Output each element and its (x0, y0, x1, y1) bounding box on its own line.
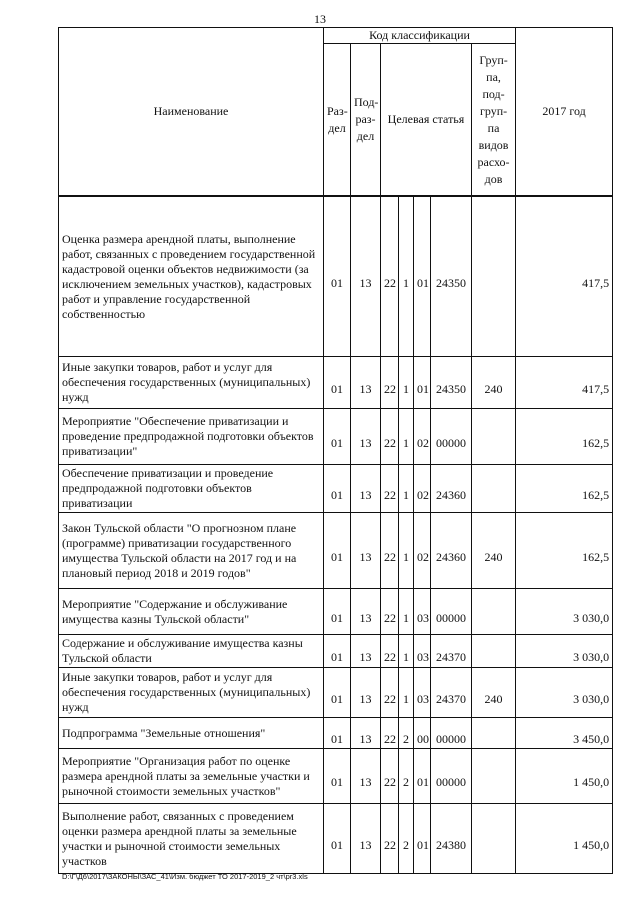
row-expense-group (472, 718, 516, 749)
row-expense-group: 240 (472, 668, 516, 718)
row-amount: 3 450,0 (516, 718, 613, 749)
row-expense-group (472, 804, 516, 874)
row-target-direction: 00000 (431, 718, 472, 749)
row-subsection: 13 (351, 718, 381, 749)
row-name: Закон Тульской области "О прогнозном плане (программе) приватизации государственного имущества Тульской области на 2017 год и на плановый период 2018 и 2019 годов" (59, 513, 324, 589)
row-target-subprogram: 2 (399, 804, 414, 874)
header-expense-group: Груп- па, под- груп- па видов расхо- дов (472, 44, 516, 196)
row-target-subprogram: 1 (399, 589, 414, 635)
table-row (59, 749, 613, 804)
table-row (59, 718, 613, 749)
row-target-direction: 00000 (431, 409, 472, 465)
row-expense-group (472, 465, 516, 513)
row-name: Иные закупки товаров, работ и услуг для обеспечения государственных (муниципальных) нужд (59, 668, 324, 718)
row-target-measure: 03 (414, 635, 431, 668)
table-row (59, 635, 613, 668)
row-target-direction: 24380 (431, 804, 472, 874)
table-row (59, 513, 613, 589)
row-target-measure: 01 (414, 749, 431, 804)
row-target-subprogram: 1 (399, 513, 414, 589)
row-target-direction: 24350 (431, 197, 472, 357)
row-target-measure: 01 (414, 357, 431, 409)
row-target-program: 22 (381, 804, 399, 874)
row-target-program: 22 (381, 465, 399, 513)
row-target-measure: 01 (414, 197, 431, 357)
row-target-direction: 00000 (431, 589, 472, 635)
row-target-program: 22 (381, 357, 399, 409)
row-amount: 417,5 (516, 197, 613, 357)
row-target-direction: 24370 (431, 635, 472, 668)
row-section: 01 (324, 718, 351, 749)
row-target-subprogram: 1 (399, 668, 414, 718)
row-target-program: 22 (381, 409, 399, 465)
row-subsection: 13 (351, 465, 381, 513)
row-section: 01 (324, 749, 351, 804)
table-row (59, 668, 613, 718)
row-target-program: 22 (381, 197, 399, 357)
table-row (59, 465, 613, 513)
row-subsection: 13 (351, 197, 381, 357)
row-section: 01 (324, 465, 351, 513)
footer-file-path: D:\Г\Д6\2017\ЗАКОНЫ\ЗАС_41\Изм. бюджет ТО 2017-2019_2 чт\pr3.xls (62, 872, 308, 881)
header-subsection: Под- раз- дел (351, 44, 381, 196)
row-amount: 3 030,0 (516, 668, 613, 718)
row-section: 01 (324, 668, 351, 718)
row-target-measure: 03 (414, 589, 431, 635)
row-target-direction: 24350 (431, 357, 472, 409)
row-target-measure: 02 (414, 513, 431, 589)
row-section: 01 (324, 409, 351, 465)
row-target-measure: 01 (414, 804, 431, 874)
row-subsection: 13 (351, 513, 381, 589)
row-target-program: 22 (381, 589, 399, 635)
header-code: Код классификации (324, 28, 516, 44)
row-target-measure: 00 (414, 718, 431, 749)
row-amount: 162,5 (516, 465, 613, 513)
row-section: 01 (324, 635, 351, 668)
header-name: Наименование (59, 28, 324, 196)
row-section: 01 (324, 357, 351, 409)
row-expense-group: 240 (472, 357, 516, 409)
header-row-1 (59, 28, 613, 44)
header-year: 2017 год (516, 28, 613, 196)
row-expense-group (472, 749, 516, 804)
row-name: Обеспечение приватизации и проведение предпродажной подготовки объектов приватизации (59, 465, 324, 513)
header-section: Раз- дел (324, 44, 351, 196)
row-target-program: 22 (381, 635, 399, 668)
table-row (59, 804, 613, 874)
row-expense-group (472, 635, 516, 668)
row-section: 01 (324, 804, 351, 874)
row-amount: 3 030,0 (516, 589, 613, 635)
row-target-program: 22 (381, 513, 399, 589)
row-target-subprogram: 1 (399, 357, 414, 409)
table-row (59, 409, 613, 465)
row-subsection: 13 (351, 357, 381, 409)
row-target-measure: 02 (414, 409, 431, 465)
row-target-direction: 24360 (431, 465, 472, 513)
row-target-subprogram: 2 (399, 749, 414, 804)
page-number: 13 (314, 12, 326, 26)
row-amount: 162,5 (516, 513, 613, 589)
row-subsection: 13 (351, 668, 381, 718)
row-target-program: 22 (381, 668, 399, 718)
row-section: 01 (324, 589, 351, 635)
table-row (59, 589, 613, 635)
row-target-program: 22 (381, 749, 399, 804)
row-target-direction: 24360 (431, 513, 472, 589)
row-amount: 417,5 (516, 357, 613, 409)
row-subsection: 13 (351, 409, 381, 465)
row-target-subprogram: 1 (399, 465, 414, 513)
row-target-direction: 24370 (431, 668, 472, 718)
row-amount: 3 030,0 (516, 635, 613, 668)
row-name: Подпрограмма "Земельные отношения" (59, 718, 324, 749)
row-name: Мероприятие "Содержание и обслуживание имущества казны Тульской области" (59, 589, 324, 635)
row-subsection: 13 (351, 804, 381, 874)
row-target-measure: 02 (414, 465, 431, 513)
row-name: Иные закупки товаров, работ и услуг для обеспечения государственных (муниципальных) нужд (59, 357, 324, 409)
row-subsection: 13 (351, 749, 381, 804)
row-name: Содержание и обслуживание имущества казны Тульской области (59, 635, 324, 668)
row-expense-group (472, 409, 516, 465)
row-target-program: 22 (381, 718, 399, 749)
row-amount: 162,5 (516, 409, 613, 465)
row-target-measure: 03 (414, 668, 431, 718)
row-amount: 1 450,0 (516, 804, 613, 874)
header-target: Целевая статья (381, 44, 472, 196)
row-subsection: 13 (351, 589, 381, 635)
row-subsection: 13 (351, 635, 381, 668)
row-name: Мероприятие "Организация работ по оценке размера арендной платы за земельные участки и рыночной стоимости земельных участков" (59, 749, 324, 804)
row-expense-group: 240 (472, 513, 516, 589)
table-row (59, 357, 613, 409)
row-section: 01 (324, 513, 351, 589)
table-row (59, 197, 613, 357)
row-expense-group (472, 589, 516, 635)
row-name: Мероприятие "Обеспечение приватизации и проведение предпродажной подготовки объектов приватизации" (59, 409, 324, 465)
row-target-subprogram: 1 (399, 409, 414, 465)
row-name: Оценка размера арендной платы, выполнение работ, связанных с проведением государственной кадастровой оценки объектов недвижимости (за исключением земельных участков), кадастровых работ и управление государственной собственностью (59, 197, 324, 357)
row-target-direction: 00000 (431, 749, 472, 804)
row-target-subprogram: 1 (399, 635, 414, 668)
row-section: 01 (324, 197, 351, 357)
row-name: Выполнение работ, связанных с проведением оценки размера арендной платы за земельные участки и рыночной стоимости земельных участков (59, 804, 324, 874)
budget-table (58, 27, 613, 874)
row-target-subprogram: 1 (399, 197, 414, 357)
row-expense-group (472, 197, 516, 357)
row-target-subprogram: 2 (399, 718, 414, 749)
row-amount: 1 450,0 (516, 749, 613, 804)
